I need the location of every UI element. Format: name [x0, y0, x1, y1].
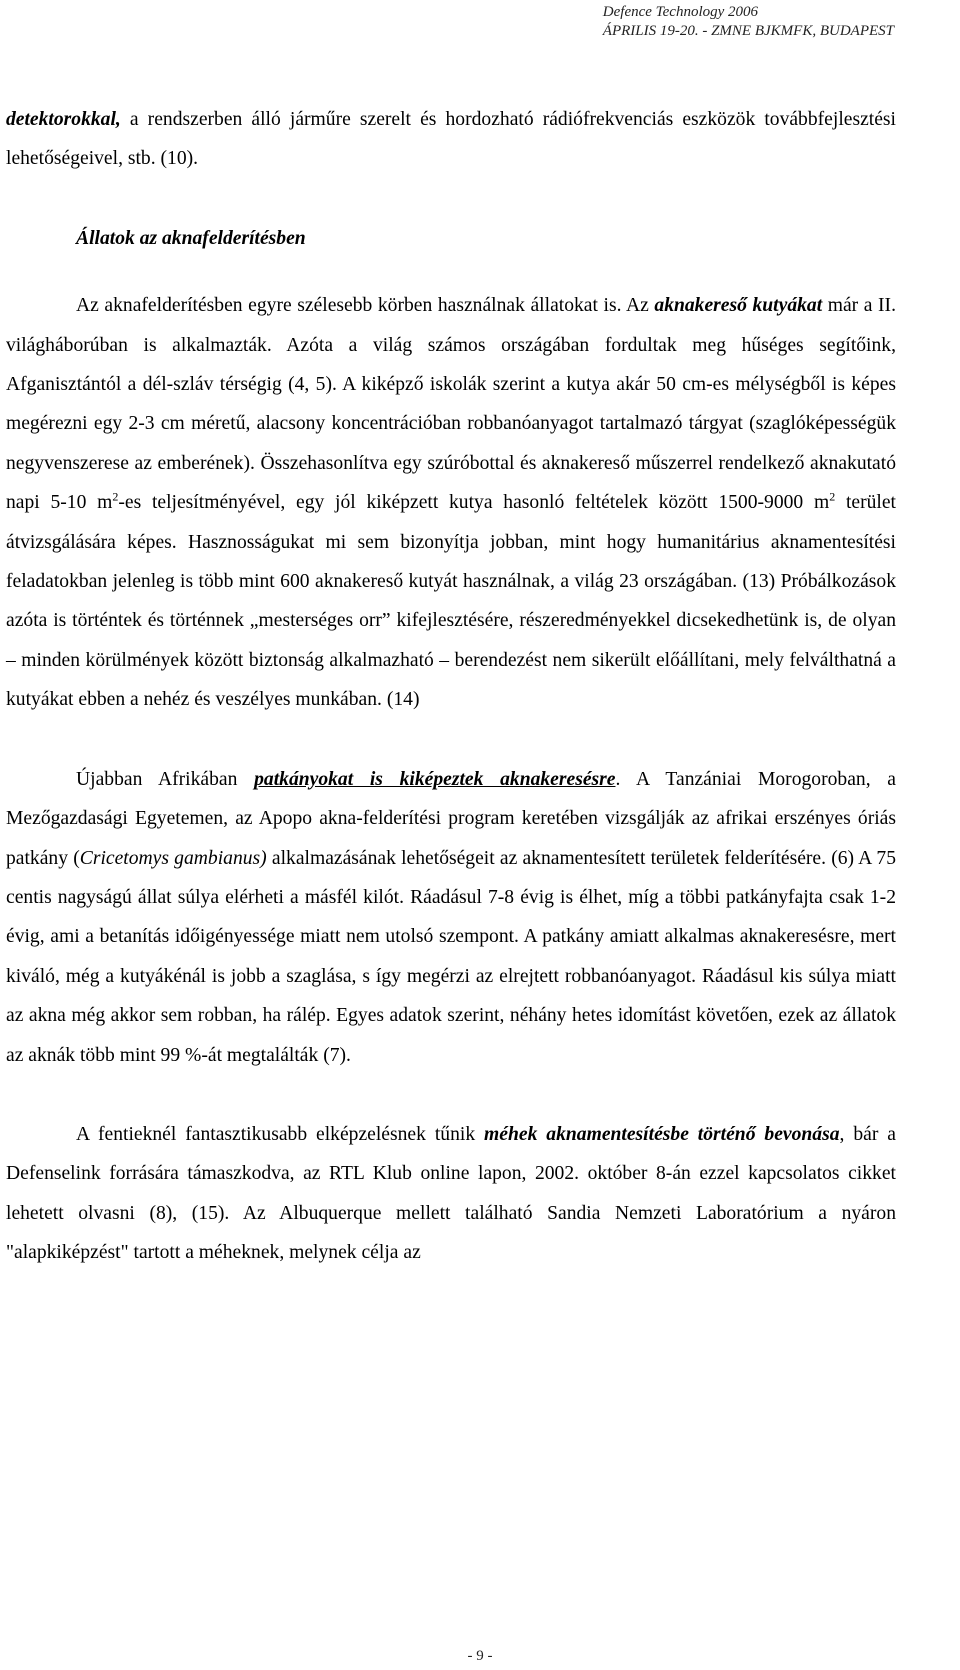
- paragraph-3: [6, 760, 896, 1075]
- paragraph-text: , bár a Defenselink forrására támaszkodva, az RTL Klub online lapon, 2002. október 8-án ezzel kapcsolatos cikket lehetett olvasni (8), (15). Az Albuquerque mellett található Sandia Nemzeti Laboratórium a nyáron "alapkiképzést" tartott a méheknek, melynek célja az: [6, 1123, 896, 1264]
- paragraph-4: [6, 1115, 896, 1273]
- paragraph-text: alkalmazásának lehetőségeit az aknamentesített területek felderítésére. (6) A 75 centis nagyságú állat súlya elérheti a másfél kilót. Ráadásul 7-8 évig is élhet, míg a többi patkányfajta csak 1-2 évig, ami a betanítás időigényessége miatt nem utolsó szempont. A patkány amiatt alkalmas aknakeresésre, mert kiváló, még a kutyákénál is jobb a szaglása, s így megérzi az elrejtett robbanóanyagot. Ráadásul kis súlya miatt az akna még akkor sem robban, ha rálép. Egyes adatok szerint, néhány hetes idomítást követően, ezek az állatok az aknák több mint 99 %-át megtalálták (7).: [6, 847, 897, 1066]
- paragraph-2: [6, 286, 896, 719]
- paragraph-text: a rendszerben álló járműre szerelt és hordozható rádiófrekvenciás eszközök továbbfejlesztési lehetőségeivel, stb. (10).: [6, 109, 896, 170]
- emphasis-text: detektorokkal,: [6, 109, 121, 130]
- species-name: Cricetomys gambianus): [79, 847, 267, 869]
- page-number: - 9 -: [467, 1648, 493, 1664]
- paragraph-text: . A Tanzániai Morogoroban, a Mezőgazdasági Egyetemen, az Apopo akna-felderítési program keretében vizsgálják az afrikai erszényes óriás patkány (: [6, 768, 896, 869]
- superscript: 2: [829, 489, 836, 504]
- paragraph-text: Újabban Afrikában: [76, 768, 255, 790]
- conference-date-location: ÁPRILIS 19-20. - ZMNE BJKMFK, BUDAPEST: [602, 23, 894, 39]
- paragraph-text: Az aknafelderítésben egyre szélesebb körben használnak állatokat is. Az: [76, 295, 655, 317]
- page-header: [603, 3, 894, 41]
- superscript: 2: [112, 489, 119, 504]
- paragraph-1: [6, 100, 896, 179]
- paragraph-text: A fentieknél fantasztikusabb elképzelésnek tűnik: [76, 1123, 485, 1145]
- emphasis-text: méhek aknamentesítésbe történő bevonása: [484, 1123, 840, 1145]
- emphasis-text: aknakereső kutyákat: [654, 295, 823, 317]
- paragraph-text: terület átvizsgálására képes. Hasznosságukat mi sem bizonyítja jobban, mint hogy humanitárius aknamentesítési feladatokban jelenleg is több mint 600 aknakereső kutyát használnak, a világ 23 országában. (13) Próbálkozások azóta is történtek és történnek „mesterséges orr” kifejlesztésére, részeredményekkel dicsekedhetünk is, de olyan – minden körülmények között biztonság alkalmazható – berendezést nem sikerült előállítani, mely felválthatná a kutyákat ebben a nehéz és veszélyes munkában. (14): [6, 492, 896, 711]
- conference-title: Defence Technology 2006: [602, 4, 759, 20]
- paragraph-text: -es teljesítményével, egy jól kiképzett kutya hasonló feltételek között 1500-9000 m: [118, 492, 830, 514]
- body-text: [6, 100, 896, 1273]
- section-heading: Állatok az aknafelderítésben: [76, 227, 306, 249]
- paragraph-text: már a II. világháborúban is alkalmazták. Azóta a világ számos országában fordultak meg hűséges segítőink, Afganisztántól a dél-szláv térségig (4, 5). A kiképző iskolák szerint a kutya akár 50 cm-es mélységből is képes megérezni egy 2-3 cm méretű, alacsony koncentrációban robbanóanyagot tartalmazó tárgyat (szaglóképességük negyvenszerese az emberének). Összehasonlítva egy szúróbottal és aknakereső műszerrel rendelkező aknakutató napi 5-10 m: [6, 295, 896, 514]
- emphasis-text: patkányokat is kiképeztek aknakeresésre: [254, 768, 616, 790]
